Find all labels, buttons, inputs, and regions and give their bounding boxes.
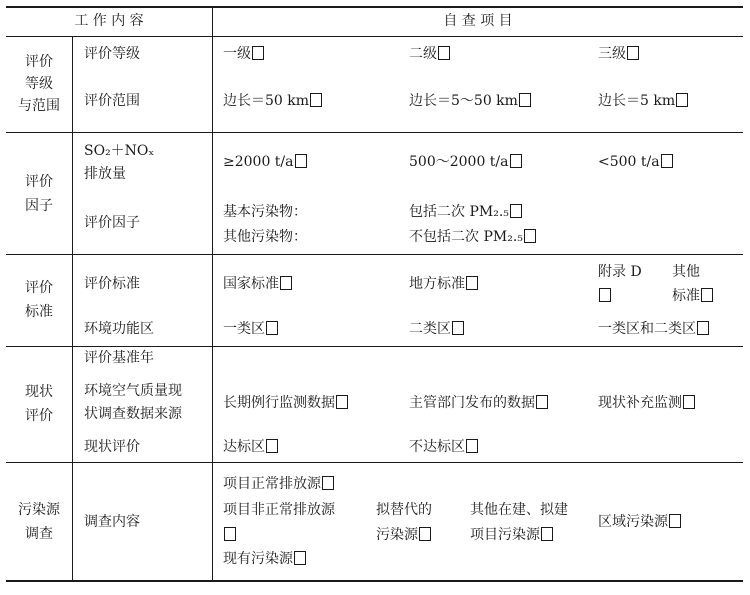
option[interactable]: 边长＝50 km	[223, 91, 322, 111]
option[interactable]: 现有污染源	[223, 549, 306, 569]
row-divider	[6, 462, 743, 463]
option[interactable]: ≥2000 t/a	[223, 152, 307, 172]
item-label: 评价范围	[84, 93, 140, 109]
checkbox[interactable]	[701, 288, 713, 302]
option[interactable]: 边长＝5 km	[598, 91, 688, 111]
checkbox[interactable]	[524, 229, 536, 243]
checkbox[interactable]	[519, 93, 531, 107]
checkbox[interactable]	[697, 321, 709, 335]
checkbox[interactable]	[310, 93, 322, 107]
option[interactable]: 主管部门发布的数据	[409, 393, 548, 413]
checkbox[interactable]	[536, 395, 548, 409]
option-appendix-d[interactable]: 附录 D	[598, 264, 642, 280]
option[interactable]: 二级	[409, 44, 450, 64]
option[interactable]: 三级	[598, 44, 639, 64]
checkbox[interactable]	[510, 154, 522, 168]
checkbox[interactable]	[294, 551, 306, 565]
checkbox[interactable]	[466, 439, 478, 453]
section-title: 评价	[25, 54, 53, 70]
row-divider	[6, 254, 743, 255]
checkbox[interactable]	[419, 527, 431, 541]
row-divider	[6, 36, 743, 37]
option[interactable]: 一类区	[223, 319, 278, 339]
option-other-standard[interactable]: 其他	[672, 264, 700, 280]
row-divider	[6, 132, 743, 133]
item-label: 环境空气质量现	[84, 383, 182, 399]
item-label: 评价因子	[84, 215, 140, 231]
checkbox[interactable]	[252, 46, 264, 60]
option[interactable]: 国家标准	[223, 274, 292, 294]
checkbox[interactable]	[438, 46, 450, 60]
checkbox[interactable]	[280, 276, 292, 290]
checkbox[interactable]	[669, 514, 681, 528]
item-label: 评价基准年	[84, 350, 154, 366]
column-divider	[212, 6, 213, 580]
option[interactable]: 长期例行监测数据	[223, 393, 348, 413]
section-title: 评价	[25, 174, 53, 190]
factor-label: 基本污染物：	[223, 204, 307, 220]
checkbox-row[interactable]	[223, 525, 236, 545]
table-bottom-rule	[6, 580, 743, 582]
checkbox[interactable]	[510, 204, 522, 218]
section-title: 因子	[25, 198, 53, 214]
option[interactable]: 地方标准	[409, 274, 478, 294]
option[interactable]: 500～2000 t/a	[409, 152, 522, 172]
option[interactable]: 不包括二次 PM₂.₅	[409, 227, 536, 247]
header-work-content: 工 作 内 容	[74, 13, 144, 29]
checkbox[interactable]	[224, 527, 236, 541]
option[interactable]: 项目污染源	[470, 525, 553, 545]
checkbox[interactable]	[266, 321, 278, 335]
option[interactable]: 不达标区	[409, 437, 478, 457]
checkbox[interactable]	[452, 321, 464, 335]
item-label: 现状评价	[84, 439, 140, 455]
option[interactable]: 达标区	[223, 437, 278, 457]
section-title: 与范围	[18, 98, 60, 114]
item-label: SO₂＋NOₓ	[84, 143, 155, 159]
option[interactable]: 边长＝5～50 km	[409, 91, 531, 111]
section-title: 等级	[25, 76, 53, 92]
row-divider	[6, 346, 743, 347]
option[interactable]: 其他在建、拟建	[470, 502, 568, 518]
checkbox[interactable]	[336, 395, 348, 409]
section-title: 现状	[25, 384, 53, 400]
checkbox[interactable]	[683, 395, 695, 409]
checkbox[interactable]	[599, 288, 611, 302]
header-self-check-items: 自 查 项 目	[443, 13, 513, 29]
option[interactable]: <500 t/a	[598, 152, 673, 172]
item-label: 环境功能区	[84, 321, 154, 337]
option[interactable]: 包括二次 PM₂.₅	[409, 202, 522, 222]
checkbox[interactable]	[322, 476, 334, 490]
checkbox[interactable]	[541, 527, 553, 541]
option[interactable]: 标准	[672, 286, 713, 306]
item-label: 调查内容	[84, 514, 140, 530]
section-title: 污染源	[18, 502, 60, 518]
item-label: 排放量	[84, 166, 126, 182]
section-title: 评价	[25, 280, 53, 296]
option[interactable]: 项目正常排放源	[223, 474, 334, 494]
item-label: 评价等级	[84, 46, 140, 62]
option[interactable]: 拟替代的	[376, 502, 432, 518]
option[interactable]: 项目非正常排放源	[223, 502, 335, 518]
option[interactable]: 污染源	[376, 525, 431, 545]
column-divider	[72, 36, 73, 580]
item-label: 评价标准	[84, 276, 140, 292]
factor-label: 其他污染物：	[223, 229, 307, 245]
checkbox[interactable]	[676, 93, 688, 107]
section-title: 评价	[25, 408, 53, 424]
checkbox-row[interactable]	[598, 286, 611, 306]
option[interactable]: 现状补充监测	[598, 393, 695, 413]
checkbox[interactable]	[466, 276, 478, 290]
option[interactable]: 二类区	[409, 319, 464, 339]
checkbox[interactable]	[627, 46, 639, 60]
option[interactable]: 一级	[223, 44, 264, 64]
section-title: 标准	[25, 304, 53, 320]
checkbox[interactable]	[295, 154, 307, 168]
checkbox[interactable]	[266, 439, 278, 453]
table-top-rule	[6, 6, 743, 8]
option[interactable]: 一类区和二类区	[598, 319, 709, 339]
section-title: 调查	[25, 526, 53, 542]
item-label: 状调查数据来源	[84, 406, 182, 422]
option[interactable]: 区域污染源	[598, 512, 681, 532]
checkbox[interactable]	[661, 154, 673, 168]
